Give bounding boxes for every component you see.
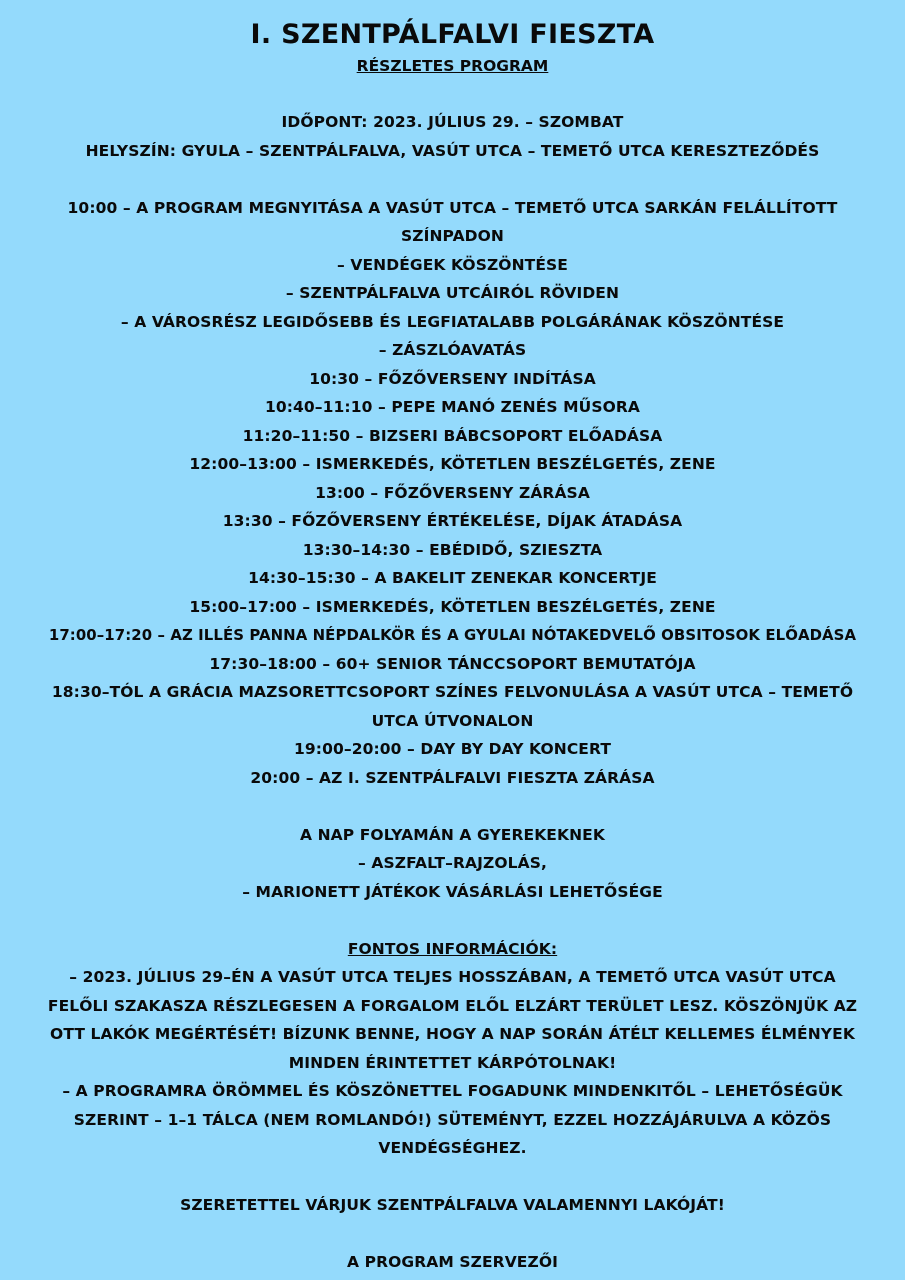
- important-line: SZERINT – 1–1 TÁLCA (NEM ROMLANDÓ!) SÜTEMÉNYT, EZZEL HOZZÁJÁRULVA A KÖZÖS: [73, 1110, 832, 1129]
- schedule-item: 10:00 – A PROGRAM MEGNYITÁSA A VASÚT UTCA – TEMETŐ UTCA SARKÁN FELÁLLÍTOTT: [67, 198, 838, 217]
- schedule-item: 18:30–TÓL A GRÁCIA MAZSORETTCSOPORT SZÍNES FELVONULÁSA A VASÚT UTCA – TEMETŐ: [51, 683, 854, 701]
- spacer: [0, 792, 905, 821]
- page-title: I. SZENTPÁLFALVI FIESZTA: [250, 19, 655, 50]
- important-heading: FONTOS INFORMÁCIÓK:: [347, 939, 558, 958]
- schedule-item: 19:00–20:00 – DAY BY DAY KONCERT: [294, 740, 611, 758]
- important-info: [0, 935, 905, 1163]
- schedule-item: 17:00–17:20 – AZ ILLÉS PANNA NÉPDALKÖR ÉS A GYULAI NÓTAKEDVELŐ OBSITOSOK ELŐADÁSA: [48, 626, 857, 644]
- event-info: [0, 108, 905, 165]
- schedule-item: 10:30 – FŐZŐVERSENY INDÍTÁSA: [309, 369, 596, 388]
- spacer: [0, 1220, 905, 1249]
- important-line: OTT LAKÓK MEGÉRTÉSÉT! BÍZUNK BENNE, HOGY A NAP SORÁN ÁTÉLT KELLEMES ÉLMÉNYEK: [50, 1025, 855, 1043]
- schedule-item: – VENDÉGEK KÖSZÖNTÉSE: [337, 255, 568, 274]
- schedule-item: 13:00 – FŐZŐVERSENY ZÁRÁSA: [315, 483, 590, 502]
- schedule-item: 10:40–11:10 – PEPE MANÓ ZENÉS MŰSORA: [264, 398, 641, 416]
- schedule-item: 13:30–14:30 – EBÉDIDŐ, SZIESZTA: [302, 540, 603, 559]
- spacer: [0, 906, 905, 935]
- schedule-item: 12:00–13:00 – ISMERKEDÉS, KÖTETLEN BESZÉLGETÉS, ZENE: [189, 455, 716, 473]
- schedule-item: – ZÁSZLÓAVATÁS: [378, 341, 527, 359]
- schedule-list: [0, 194, 905, 793]
- schedule-item: UTCA ÚTVONALON: [371, 711, 534, 730]
- kids-heading: A NAP FOLYAMÁN A GYEREKEKNEK: [300, 825, 605, 844]
- kids-section: [0, 821, 905, 907]
- schedule-item: 13:30 – FŐZŐVERSENY ÉRTÉKELÉSE, DÍJAK ÁTADÁSA: [222, 512, 683, 530]
- schedule-item: 11:20–11:50 – BIZSERI BÁBCSOPORT ELŐADÁSA: [242, 426, 663, 445]
- schedule-item: – SZENTPÁLFALVA UTCÁIRÓL RÖVIDEN: [285, 284, 620, 302]
- signature: A PROGRAM SZERVEZŐI: [347, 1253, 558, 1271]
- schedule-item: 15:00–17:00 – ISMERKEDÉS, KÖTETLEN BESZÉLGETÉS, ZENE: [189, 597, 716, 616]
- kids-item: – MARIONETT JÁTÉKOK VÁSÁRLÁSI LEHETŐSÉGE: [242, 882, 663, 901]
- event-location: HELYSZÍN: GYULA – SZENTPÁLFALVA, VASÚT UTCA – TEMETŐ UTCA KERESZTEZŐDÉS: [85, 141, 820, 160]
- important-line: – A PROGRAMRA ÖRÖMMEL ÉS KÖSZÖNETTEL FOGADUNK MINDENKITŐL – LEHETŐSÉGÜK: [62, 1082, 843, 1100]
- spacer: [0, 165, 905, 194]
- spacer: [0, 1163, 905, 1192]
- page-subtitle: RÉSZLETES PROGRAM: [356, 57, 549, 75]
- event-date: IDŐPONT: 2023. JÚLIUS 29. – SZOMBAT: [281, 113, 624, 131]
- kids-item: – ASZFALT–RAJZOLÁS,: [358, 854, 547, 872]
- schedule-item: SZÍNPADON: [401, 227, 504, 245]
- schedule-item: – A VÁROSRÉSZ LEGIDŐSEBB ÉS LEGFIATALABB POLGÁRÁNAK KÖSZÖNTÉSE: [120, 312, 785, 331]
- closing-message: SZERETETTEL VÁRJUK SZENTPÁLFALVA VALAMENNYI LAKÓJÁT!: [180, 1196, 725, 1214]
- schedule-item: 20:00 – AZ I. SZENTPÁLFALVI FIESZTA ZÁRÁSA: [250, 768, 655, 787]
- important-line: MINDEN ÉRINTETTET KÁRPÓTOLNAK!: [288, 1053, 617, 1072]
- important-line: FELŐLI SZAKASZA RÉSZLEGESEN A FORGALOM ELŐL ELZÁRT TERÜLET LESZ. KÖSZÖNJÜK AZ: [47, 996, 858, 1015]
- important-line: – 2023. JÚLIUS 29–ÉN A VASÚT UTCA TELJES HOSSZÁBAN, A TEMETŐ UTCA VASÚT UTCA: [69, 968, 836, 986]
- schedule-item: 14:30–15:30 – A BAKELIT ZENEKAR KONCERTJE: [248, 569, 657, 587]
- schedule-item: 17:30–18:00 – 60+ SENIOR TÁNCCSOPORT BEMUTATÓJA: [209, 654, 696, 673]
- important-line: VENDÉGSÉGHEZ.: [378, 1139, 527, 1157]
